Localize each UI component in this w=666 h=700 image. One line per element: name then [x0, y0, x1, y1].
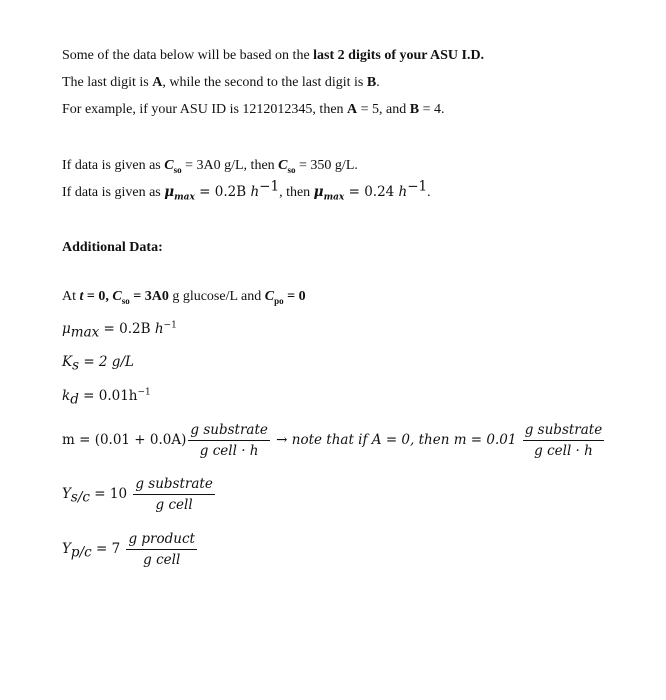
fraction-denominator: g cell — [143, 552, 181, 568]
fraction — [126, 530, 196, 569]
var-a: A — [347, 102, 358, 117]
symbol-y: Y — [62, 541, 71, 557]
superscript: −1 — [259, 178, 280, 195]
unit: h — [154, 321, 164, 337]
symbol-c: C — [264, 289, 275, 304]
additional-heading — [62, 239, 163, 257]
example-line-1 — [62, 157, 358, 175]
example-text: If data is given as — [62, 158, 165, 173]
subscript: s/c — [70, 489, 90, 506]
data-text: = 0 — [283, 289, 306, 304]
fraction — [133, 475, 214, 514]
ypc-equation — [62, 530, 199, 569]
intro-text: = 5, and — [357, 102, 410, 117]
value: = 0.2B — [99, 321, 155, 337]
intro-line-3 — [62, 101, 445, 119]
value: = 10 — [89, 486, 132, 502]
subscript: s — [72, 357, 80, 374]
fraction-denominator: g cell · h — [199, 443, 259, 459]
example-text: = 3A0 g/L, then — [181, 158, 279, 173]
symbol-mu: μ — [313, 184, 324, 200]
example-line-2 — [62, 178, 431, 203]
example-text: . — [427, 185, 431, 200]
example-text: = 350 g/L. — [295, 158, 358, 173]
symbol-y: Y — [62, 486, 71, 502]
subscript: max — [70, 324, 100, 341]
var-b: B — [409, 102, 420, 117]
kd-equation — [62, 387, 151, 408]
mu-max-equation — [62, 320, 177, 341]
fraction-denominator: g cell · h — [534, 443, 593, 459]
intro-text: . — [376, 75, 380, 90]
value: m = (0.01 + 0.0A) — [62, 432, 187, 448]
maintenance-equation — [62, 421, 606, 460]
fraction-denominator: g cell — [155, 497, 193, 513]
fraction-numerator: g substrate — [133, 475, 214, 495]
intro-text: , while the second to the last digit is — [162, 75, 367, 90]
fraction-numerator: g substrate — [523, 421, 604, 441]
symbol-c: C — [112, 289, 122, 304]
data-text: g glucose/L and — [168, 289, 265, 304]
note-text: → note that if A = 0, then m = 0.01 — [271, 432, 521, 448]
intro-text: Some of the data below will be based on the — [62, 48, 314, 63]
subscript: so — [173, 164, 182, 175]
ysc-equation — [62, 475, 217, 514]
superscript: −1 — [137, 387, 151, 398]
data-text: At — [62, 289, 80, 304]
example-text: , then — [279, 185, 314, 200]
data-text: = 0, — [83, 289, 113, 304]
subscript: so — [287, 164, 296, 175]
unit: h — [398, 184, 408, 200]
subscript: max — [174, 192, 195, 203]
symbol-k: K — [62, 354, 73, 370]
intro-emphasis: last 2 digits of your ASU I.D. — [313, 48, 485, 63]
fraction-numerator: g product — [126, 530, 196, 550]
example-text: = 0.2B — [194, 184, 251, 200]
intro-line-2 — [62, 74, 380, 92]
subscript: d — [70, 391, 79, 408]
fraction — [188, 421, 269, 460]
unit: h — [250, 184, 260, 200]
subscript: po — [274, 295, 284, 306]
value: = 2 g/L — [79, 354, 134, 370]
section-heading: Additional Data: — [62, 240, 163, 255]
symbol-k: k — [62, 388, 71, 404]
intro-text: The last digit is — [62, 75, 153, 90]
example-text: = 0.24 — [344, 184, 399, 200]
var-b: B — [366, 75, 377, 90]
subscript: so — [121, 295, 130, 306]
symbol-t: t — [79, 289, 84, 304]
value: = 0.01h — [78, 388, 138, 404]
symbol-mu: μ — [164, 184, 175, 200]
initial-conditions — [62, 288, 306, 306]
intro-line-1 — [62, 47, 484, 65]
intro-text: = 4. — [419, 102, 445, 117]
intro-text: For example, if your ASU ID is 1212012345, then — [62, 102, 348, 117]
subscript: max — [323, 192, 345, 203]
fraction-numerator: g substrate — [188, 421, 269, 441]
superscript: −1 — [163, 320, 177, 331]
symbol-c: C — [278, 158, 288, 173]
value: = 7 — [91, 541, 125, 557]
var-a: A — [152, 75, 163, 90]
example-text: If data is given as — [62, 185, 165, 200]
superscript: −1 — [407, 178, 428, 195]
data-text: = 3A0 — [129, 289, 169, 304]
fraction — [523, 421, 604, 460]
subscript: p/c — [70, 544, 92, 561]
ks-equation — [62, 353, 134, 374]
symbol-c: C — [164, 158, 174, 173]
symbol-mu: μ — [62, 321, 71, 337]
